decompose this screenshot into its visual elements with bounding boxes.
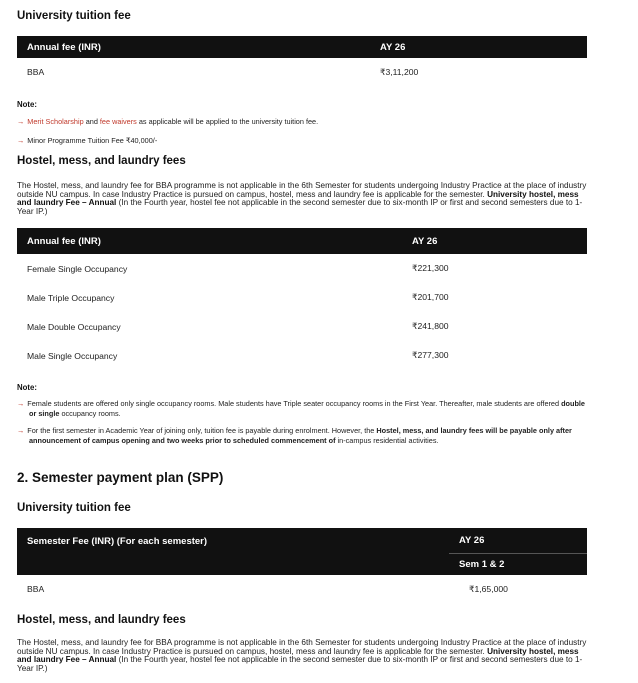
note-item xyxy=(17,117,587,126)
right-arrow-icon: → xyxy=(17,426,25,435)
row-label: Male Double Occupancy xyxy=(27,321,121,332)
hostel-heading: Hostel, mess, and laundry fees xyxy=(17,155,186,167)
spp-col-fee-label: Semester Fee (INR) (For each semester) xyxy=(27,535,208,547)
note-text: occupancy rooms. xyxy=(59,408,121,418)
row-fee: ₹241,800 xyxy=(412,321,449,331)
row-fee: ₹1,65,000 xyxy=(469,583,508,594)
right-arrow-icon: → xyxy=(17,136,25,145)
row-fee: ₹3,11,200 xyxy=(380,66,419,77)
row-label: BBA xyxy=(27,584,45,594)
para-bold: University hostel, mess and laundry Fee – Annual xyxy=(17,189,579,208)
spp-hostel-heading: Hostel, mess, and laundry fees xyxy=(17,614,186,626)
spp-tuition-heading: University tuition fee xyxy=(17,502,131,514)
row-fee: ₹201,700 xyxy=(412,292,449,302)
tuition-col-fee-header: Annual fee (INR) xyxy=(27,41,101,53)
table-row xyxy=(17,575,587,603)
table-row xyxy=(17,312,587,341)
row-label: BBA xyxy=(27,67,45,77)
para-text: (In the Fourth year, hostel fee not applicable in the second semester due to six-month IP or first and second semesters due to 1-Year IP.) xyxy=(17,198,583,216)
spp-col-fee-header xyxy=(17,528,449,554)
note-bold: double or single xyxy=(29,399,585,418)
tuition-table-header xyxy=(17,36,587,58)
spp-table-header xyxy=(17,528,587,575)
spp-col-ay-header: AY 26 xyxy=(449,528,587,554)
spp-table xyxy=(17,528,587,603)
tuition-heading: University tuition fee xyxy=(17,10,131,22)
table-row xyxy=(17,58,587,86)
spp-col-ay xyxy=(449,528,587,575)
merit-scholarship-link[interactable]: Merit Scholarship xyxy=(27,117,84,126)
note-item xyxy=(17,426,587,445)
note-text: Female students are offered only single occupancy rooms. Male students have Triple seater occupancy rooms in the First Year. Thereafter, male students are offered xyxy=(27,399,562,408)
tuition-notes xyxy=(17,100,587,145)
hostel-paragraph xyxy=(17,182,587,216)
hostel-table-header xyxy=(17,228,587,254)
row-label: Male Single Occupancy xyxy=(27,350,118,361)
fee-waivers-link[interactable]: fee waivers xyxy=(99,117,137,126)
para-text: The Hostel, mess, and laundry fee for BBA programme is not applicable in the 6th Semester for students undergoing Industry Practice at the place of industry outside NU campus. In case Industry Practice is pursued on campus, hostel, mess and laundry fee is applicable for the semester. xyxy=(17,181,587,199)
spp-col-sem-header: Sem 1 & 2 xyxy=(459,559,505,570)
spp-hostel-paragraph xyxy=(17,639,587,673)
note-text: and xyxy=(83,117,100,126)
right-arrow-icon: → xyxy=(17,117,25,126)
table-row xyxy=(17,341,587,370)
hostel-notes xyxy=(17,383,587,445)
para-text: The Hostel, mess, and laundry fee for BBA programme is not applicable in the 6th Semester for students undergoing Industry Practice at the place of industry outside NU campus. In case Industry Practice is pursued on campus, hostel, mess and laundry fee is applicable for the semester. xyxy=(17,638,587,656)
note-text: For the first semester in Academic Year of joining only, tuition fee is payable during enrolment. However, the xyxy=(27,426,377,435)
spp-heading: 2. Semester payment plan (SPP) xyxy=(17,470,224,485)
row-label: Female Single Occupancy xyxy=(27,263,128,274)
note-item xyxy=(17,399,587,418)
row-label: Male Triple Occupancy xyxy=(27,292,115,303)
note-text: as applicable will be applied to the university tuition fee. xyxy=(136,117,319,126)
para-bold: University hostel, mess and laundry Fee – Annual xyxy=(17,646,579,665)
table-row xyxy=(17,254,587,283)
note-title: Note: xyxy=(17,383,37,392)
note-text: in-campus residential activities. xyxy=(335,435,439,445)
right-arrow-icon: → xyxy=(17,399,25,408)
note-title: Note: xyxy=(17,100,37,109)
para-text: (In the Fourth year, hostel fee not applicable in the second semester due to six-month IP or first and second semesters due to 1-Year IP.) xyxy=(17,655,583,673)
note-bold: Hostel, mess, and laundry fees will be payable only after announcement of campus opening and two weeks prior to scheduled commencement of xyxy=(29,426,572,445)
table-row xyxy=(17,283,587,312)
tuition-table xyxy=(17,36,587,86)
row-fee: ₹277,300 xyxy=(412,350,449,360)
hostel-col-fee-header: Annual fee (INR) xyxy=(27,235,101,247)
note-item xyxy=(17,136,587,145)
hostel-col-ay-header: AY 26 xyxy=(412,235,438,247)
note-text: Minor Programme Tuition Fee ₹40,000/- xyxy=(27,136,158,145)
hostel-table xyxy=(17,228,587,370)
row-fee: ₹221,300 xyxy=(412,263,449,273)
tuition-col-ay-header: AY 26 xyxy=(380,41,406,53)
